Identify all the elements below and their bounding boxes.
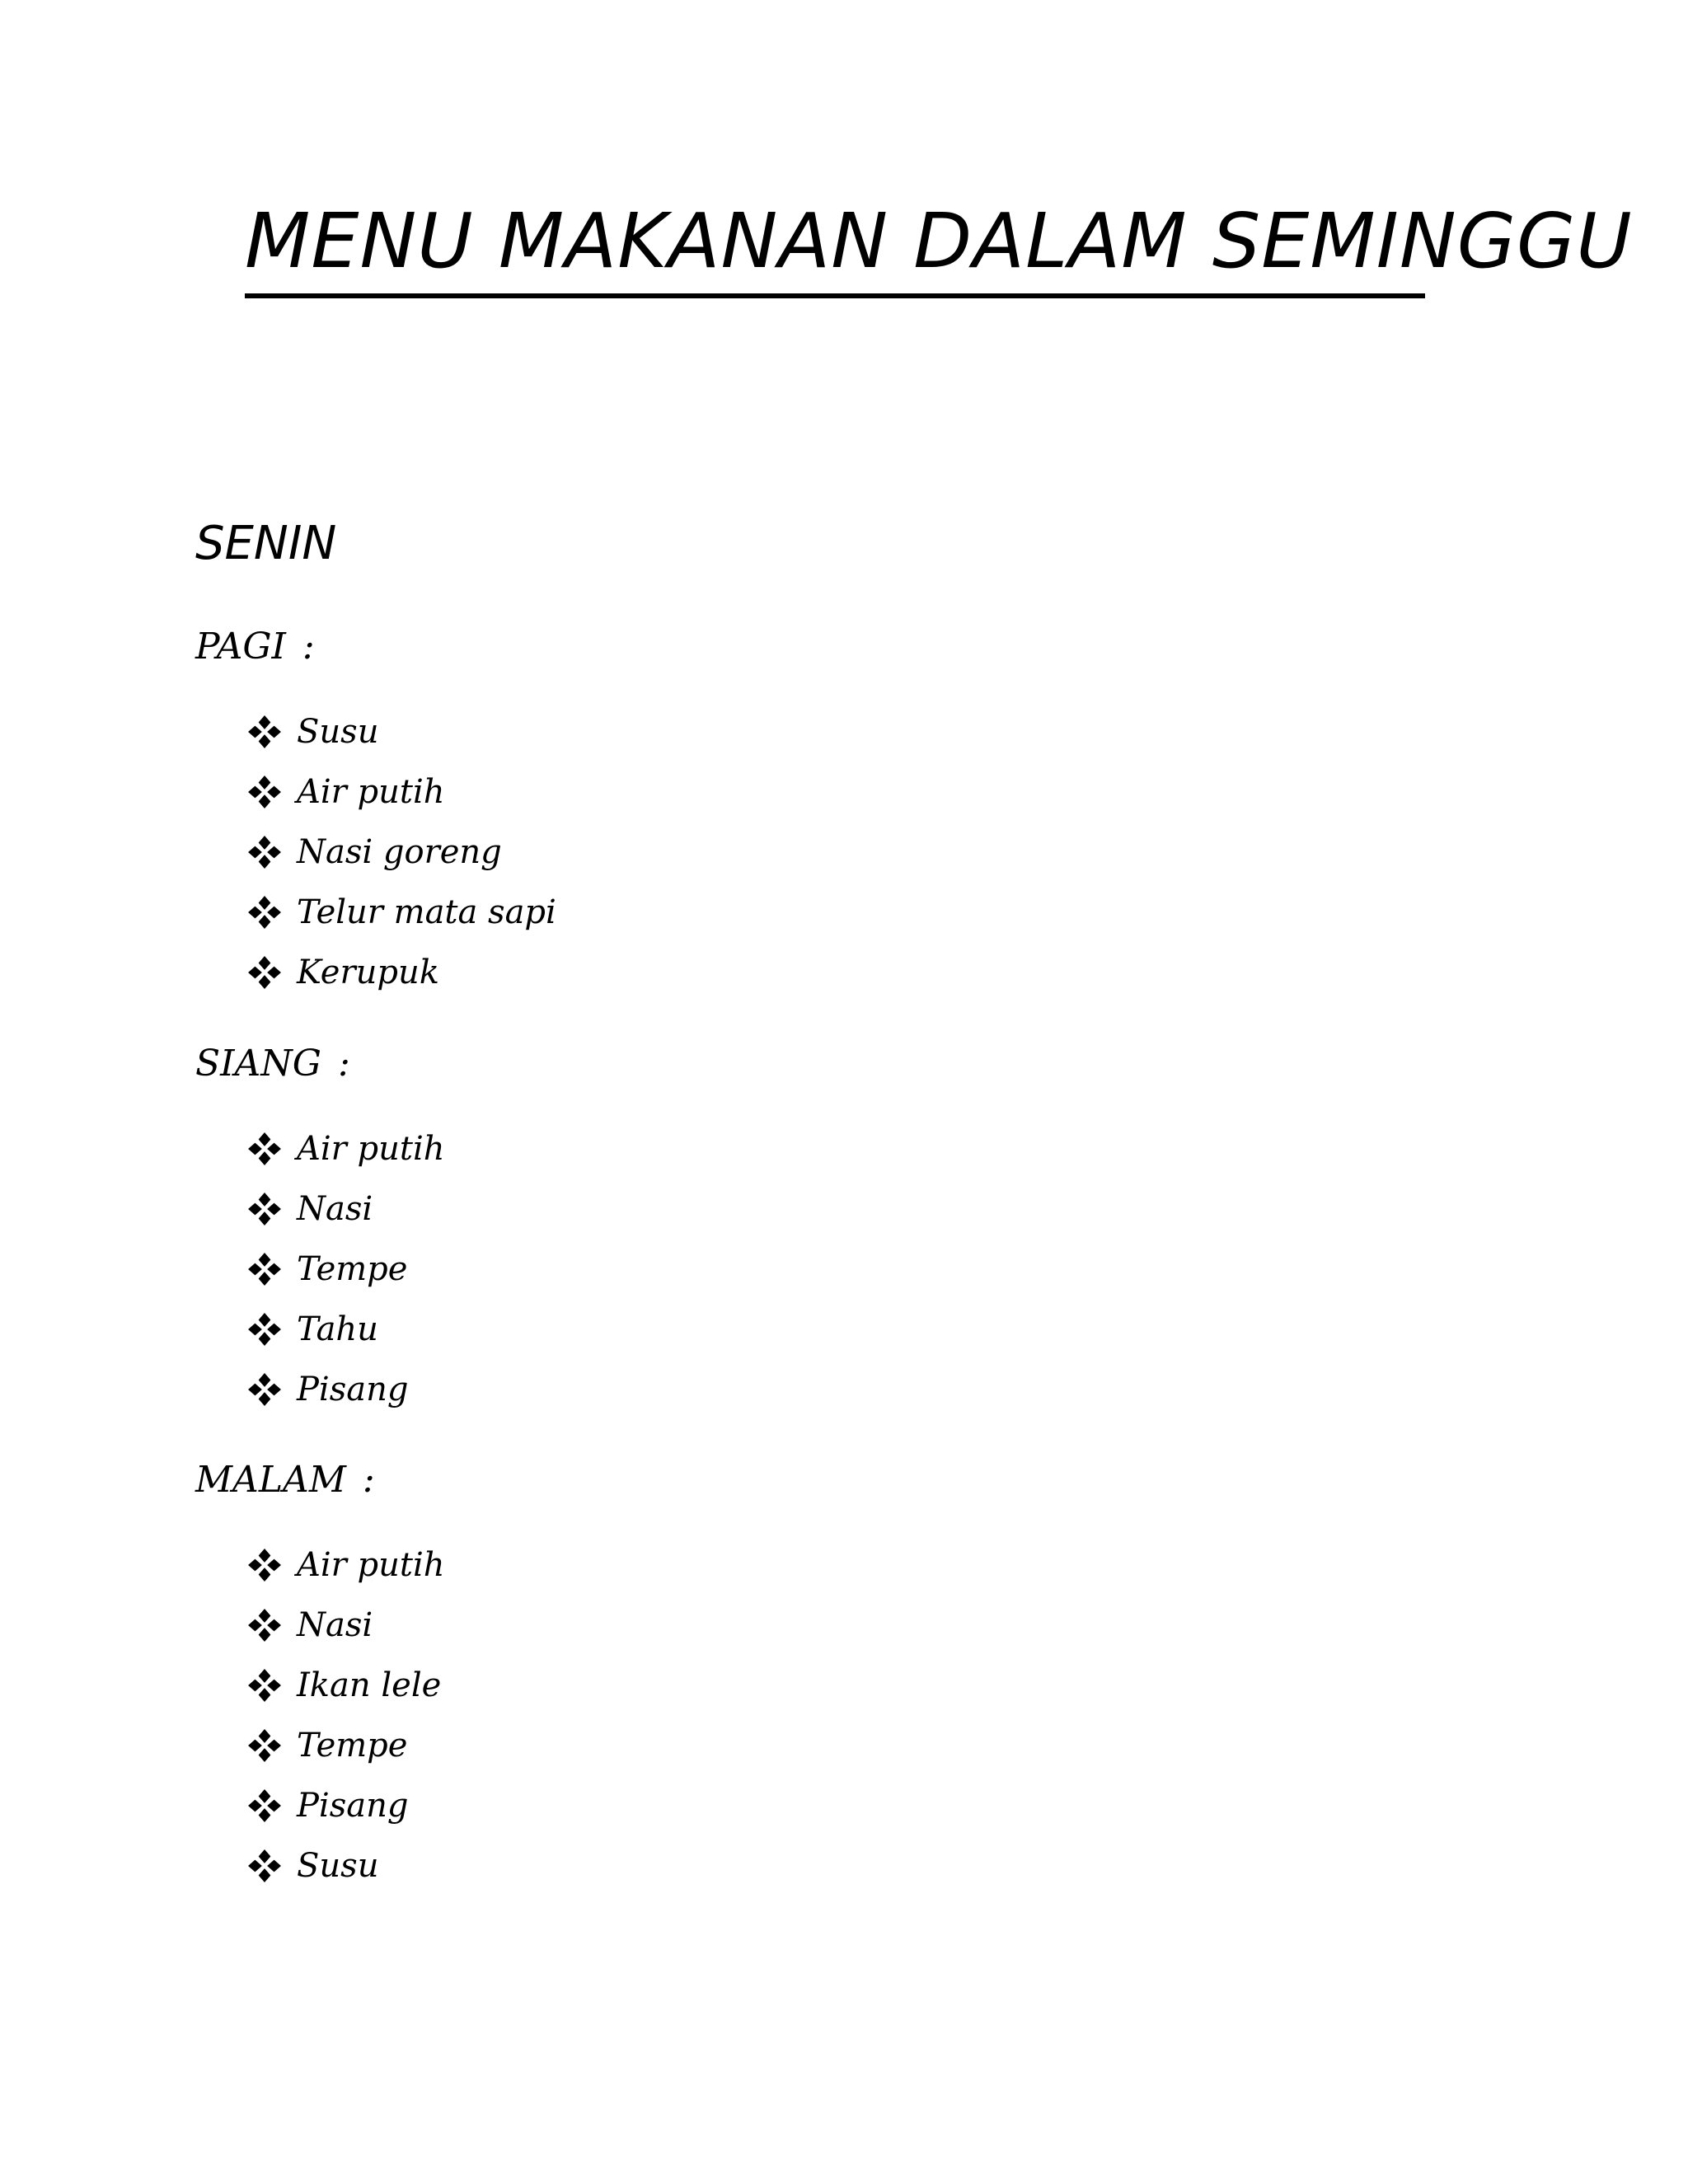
four-diamond-bullet-icon — [247, 835, 282, 869]
four-diamond-bullet-icon — [247, 1728, 282, 1763]
list-item — [247, 1118, 445, 1179]
list-item-text: Tahu — [297, 1310, 378, 1348]
day-heading: SENIN — [195, 517, 337, 570]
list-item-text: Tempe — [297, 1249, 408, 1288]
list-item — [247, 1535, 445, 1595]
meal-label-text: SIANG — [195, 1043, 321, 1085]
list-item-text: Nasi — [297, 1189, 373, 1228]
four-diamond-bullet-icon — [247, 715, 282, 749]
list-item — [247, 822, 556, 882]
four-diamond-bullet-icon — [247, 1788, 282, 1823]
meal-label-text: PAGI — [195, 626, 286, 668]
list-item-text: Air putih — [297, 1545, 445, 1584]
meal-label-pagi — [195, 624, 315, 670]
list-item — [247, 1715, 445, 1775]
list-item-text: Telur mata sapi — [297, 893, 556, 931]
four-diamond-bullet-icon — [247, 1668, 282, 1703]
list-item — [247, 1179, 445, 1239]
meal-label-malam — [195, 1457, 375, 1503]
four-diamond-bullet-icon — [247, 1548, 282, 1582]
list-item — [247, 942, 556, 1002]
four-diamond-bullet-icon — [247, 1132, 282, 1166]
four-diamond-bullet-icon — [247, 775, 282, 809]
list-item-text: Susu — [297, 712, 379, 751]
list-item — [247, 1299, 445, 1359]
meal-label-colon: : — [362, 1459, 375, 1501]
list-item-text: Nasi goreng — [297, 832, 502, 871]
meal-list-pagi — [247, 701, 556, 1002]
list-item — [247, 1239, 445, 1299]
meal-list-malam — [247, 1535, 445, 1896]
four-diamond-bullet-icon — [247, 895, 282, 930]
list-item — [247, 882, 556, 942]
meal-label-siang — [195, 1041, 350, 1087]
document-title: MENU MAKANAN DALAM SEMINGGU — [245, 197, 1633, 285]
list-item-text: Air putih — [297, 772, 445, 811]
list-item — [247, 1775, 445, 1835]
four-diamond-bullet-icon — [247, 955, 282, 990]
list-item-text: Pisang — [297, 1370, 409, 1408]
list-item — [247, 1655, 445, 1715]
meal-label-colon: : — [337, 1043, 350, 1085]
meal-label-text: MALAM — [195, 1459, 346, 1501]
list-item-text: Ikan lele — [297, 1666, 442, 1704]
title-underline — [245, 293, 1425, 298]
list-item — [247, 1835, 445, 1896]
list-item-text: Nasi — [297, 1605, 373, 1644]
meal-list-siang — [247, 1118, 445, 1419]
list-item-text: Susu — [297, 1846, 379, 1885]
four-diamond-bullet-icon — [247, 1608, 282, 1643]
four-diamond-bullet-icon — [247, 1849, 282, 1883]
four-diamond-bullet-icon — [247, 1372, 282, 1407]
four-diamond-bullet-icon — [247, 1312, 282, 1347]
four-diamond-bullet-icon — [247, 1252, 282, 1286]
list-item — [247, 1595, 445, 1655]
list-item-text: Air putih — [297, 1129, 445, 1168]
meal-label-colon: : — [302, 626, 315, 668]
list-item — [247, 762, 556, 822]
list-item — [247, 701, 556, 762]
four-diamond-bullet-icon — [247, 1192, 282, 1226]
list-item-text: Pisang — [297, 1786, 409, 1825]
list-item-text: Kerupuk — [297, 953, 439, 991]
list-item — [247, 1359, 445, 1419]
list-item-text: Tempe — [297, 1726, 408, 1765]
